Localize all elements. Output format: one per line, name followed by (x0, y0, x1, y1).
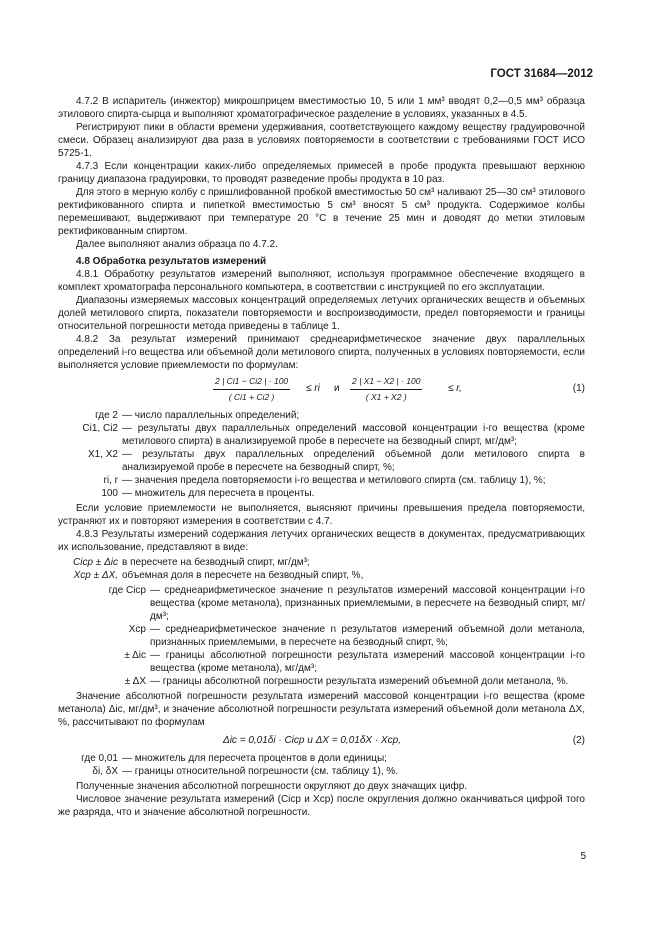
definition-text: — результаты двух параллельных определений объемной доли метилового спирта в анализируемой пробе в пересчете на безводный спирт, %; (122, 449, 585, 473)
formula-1-left-denominator: ( Ci1 + Ci2 ) (228, 392, 275, 402)
definition-symbol: ± Δic (124, 650, 146, 661)
definition-text: — множитель для пересчета в проценты. (122, 488, 315, 499)
result-form-row (58, 556, 585, 569)
definition-symbol: где Cicp (108, 585, 146, 596)
paragraph-4-8-1: 4.8.1 Обработку результатов измерений выполняют, используя программное обеспечение входящего в комплект хроматографа персонального компьютера, в соответствии с инструкцией по его эксплуатации. (58, 269, 585, 293)
formula-1-left-relation: ≤ ri (306, 383, 320, 394)
definition-symbol: X1, X2 (87, 449, 118, 460)
definition-row (58, 422, 585, 448)
formula-1-right-numerator: 2 | X1 − X2 | · 100 (350, 375, 422, 390)
definition-row (58, 487, 585, 500)
paragraph-4-8-2: 4.8.2 За результат измерений принимают среднеарифметическое значение двух параллельных определений i-го вещества или объемной доли метилового спирта, полученных в условиях повторяемости, если выполняется условие приемлемости по формулам: (58, 334, 585, 371)
definition-row (58, 765, 585, 778)
paragraph-4-7-2-register: Регистрируют пики в области времени удерживания, соответствующего каждому веществу градуировочной смеси. Образец анализируют два раза в условиях повторяемости в соответствии с требованиями ГОСТ ИСО 5725-1. (58, 122, 585, 159)
formula-1-right-denominator: ( X1 + X2 ) (365, 392, 407, 402)
section-heading-4-8: 4.8 Обработка результатов измерений (76, 256, 267, 267)
definition-text: — значения предела повторяемости i-го вещества и метилового спирта (см. таблицу 1), %; (122, 475, 546, 486)
definition-symbol: ± ΔX (124, 676, 146, 687)
definition-symbol: ri, r (103, 475, 118, 486)
formula-2 (58, 733, 585, 749)
definition-text: — среднеарифметическое значение n результатов измерений объемной доли метанола, признанных приемлемыми, в пересчете на безводный спирт, %; (150, 624, 585, 648)
page-content (58, 95, 585, 819)
paragraph-4-7-3: 4.7.3 Если концентрации каких-либо определяемых примесей в пробе продукта превышают верхнюю границу диапазона градуировки, то проводят разведение пробы продукта в 10 раз. (58, 161, 585, 185)
paragraph-4-8-3-rounding: Полученные значения абсолютной погрешности округляют до двух значащих цифр. (76, 781, 468, 792)
paragraph-4-8-3-numeric-value: Числовое значение результата измерений (Cicp и Xcp) после округления должно оканчиваться цифрой того же разряда, что и значение абсолютной погрешности. (58, 794, 585, 818)
definition-text: — среднеарифметическое значение n результатов измерений массовой концентрации i-го вещества (кроме метанола), признанных приемлемыми, в пересчете на безводный спирт, мг/дм³; (150, 585, 585, 622)
formula-2-expression: Δic = 0,01δi · Cicp и ΔX = 0,01δX · Xcp, (223, 735, 401, 746)
definition-symbol: где 2 (95, 410, 118, 421)
definition-text: — границы абсолютной погрешности результата измерений массовой концентрации i-го вещества (кроме метанола), мг/дм³; (150, 650, 585, 674)
result-form-row (58, 569, 585, 582)
definition-symbol: Ci1, Ci2 (82, 423, 118, 434)
paragraph-4-8-1-ranges: Диапазоны измеряемых массовых концентраций определяемых летучих органических веществ и объемных долей метилового спирта, показатели повторяемости и воспроизводимости, предел повторяемости и границы относительной погрешности метода приведены в таблице 1. (58, 295, 585, 332)
definition-row (58, 584, 585, 623)
formula-1-number: (1) (572, 383, 585, 394)
definition-symbol: Xcp (128, 624, 146, 635)
document-id: ГОСТ 31684—2012 (490, 68, 593, 80)
definition-symbol: где 0,01 (81, 753, 118, 764)
page-number: 5 (580, 851, 586, 862)
definition-text: — границы относительной погрешности (см. таблицу 1), %. (122, 766, 399, 777)
formula-2-definitions (58, 752, 585, 778)
definition-row (58, 448, 585, 474)
formula-1-left-fraction (213, 375, 290, 404)
definition-text: — границы абсолютной погрешности результата измерений объемной доли метанола, %. (150, 676, 569, 687)
result-definitions (58, 584, 585, 688)
definition-row (58, 649, 585, 675)
paragraph-4-8-3: 4.8.3 Результаты измерений содержания летучих органических веществ в документах, предусматривающих их использование, представляют в виде: (58, 529, 585, 553)
paragraph-4-7-3-next: Далее выполняют анализ образца по 4.7.2. (76, 239, 278, 250)
definition-text: — множитель для пересчета процентов в доли единицы; (122, 753, 387, 764)
formula-1-right-relation: ≤ r, (448, 383, 462, 394)
definition-row (58, 752, 585, 765)
formula-1-left-numerator: 2 | Ci1 − Ci2 | · 100 (213, 375, 290, 390)
definition-symbol: 100 (101, 488, 118, 499)
paragraph-4-8-2-not-acceptable: Если условие приемлемости не выполняется, выясняют причины превышения предела повторяемости, устраняют их и повторяют измерения в соответствии с 4.7. (58, 503, 585, 527)
formula-2-number: (2) (572, 735, 585, 746)
definition-row (58, 409, 585, 422)
definition-row (58, 474, 585, 487)
paragraph-4-7-2: 4.7.2 В испаритель (инжектор) микрошприцем вместимостью 10, 5 или 1 мм³ вводят 0,2—0,5 мм³ образца этилового спирта-сырца и выполняют хроматографическое разделение в условиях, указанных в 4.5. (58, 96, 585, 120)
definition-row (58, 675, 585, 688)
result-form-text: объемная доля в пересчете на безводный спирт, %, (122, 570, 364, 581)
paragraph-4-8-3-absolute-error: Значение абсолютной погрешности результата измерений массовой концентрации i-го вещества (кроме метанола) Δic, мг/дм³, и значение абсолютной погрешности результата измерений объемной доли метанола ΔX, %, рассчитывают по формулам (58, 691, 585, 728)
formula-1-conjunction: и (334, 383, 340, 394)
formula-1-right-fraction (350, 375, 422, 404)
paragraph-4-7-3-dilution: Для этого в мерную колбу с пришлифованной пробкой вместимостью 50 см³ наливают 25—30 см³ этилового ректификованного спирта и пипеткой вместимостью 5 см³ вносят 5 см³ продукта. Содержимое колбы перемешивают, выдерживают при температуре 20 °С в течение 25 мин и доводят до метки этиловым ректификованным спиртом. (58, 187, 585, 237)
definition-row (58, 623, 585, 649)
formula-1 (58, 375, 585, 405)
formula-1-definitions (58, 409, 585, 500)
definition-symbol: δi, δX (92, 766, 118, 777)
definition-text: — результаты двух параллельных определений массовой концентрации i-го вещества (кроме метилового спирта) в анализируемой пробе в пересчете на безводный спирт, мг/дм³; (122, 423, 585, 447)
result-forms (58, 556, 585, 582)
result-form-symbol: Cicp ± Δic (73, 557, 118, 568)
result-form-symbol: Xcp ± ΔX, (73, 570, 118, 581)
definition-text: — число параллельных определений; (122, 410, 300, 421)
result-form-text: в пересчете на безводный спирт, мг/дм³; (122, 557, 310, 568)
